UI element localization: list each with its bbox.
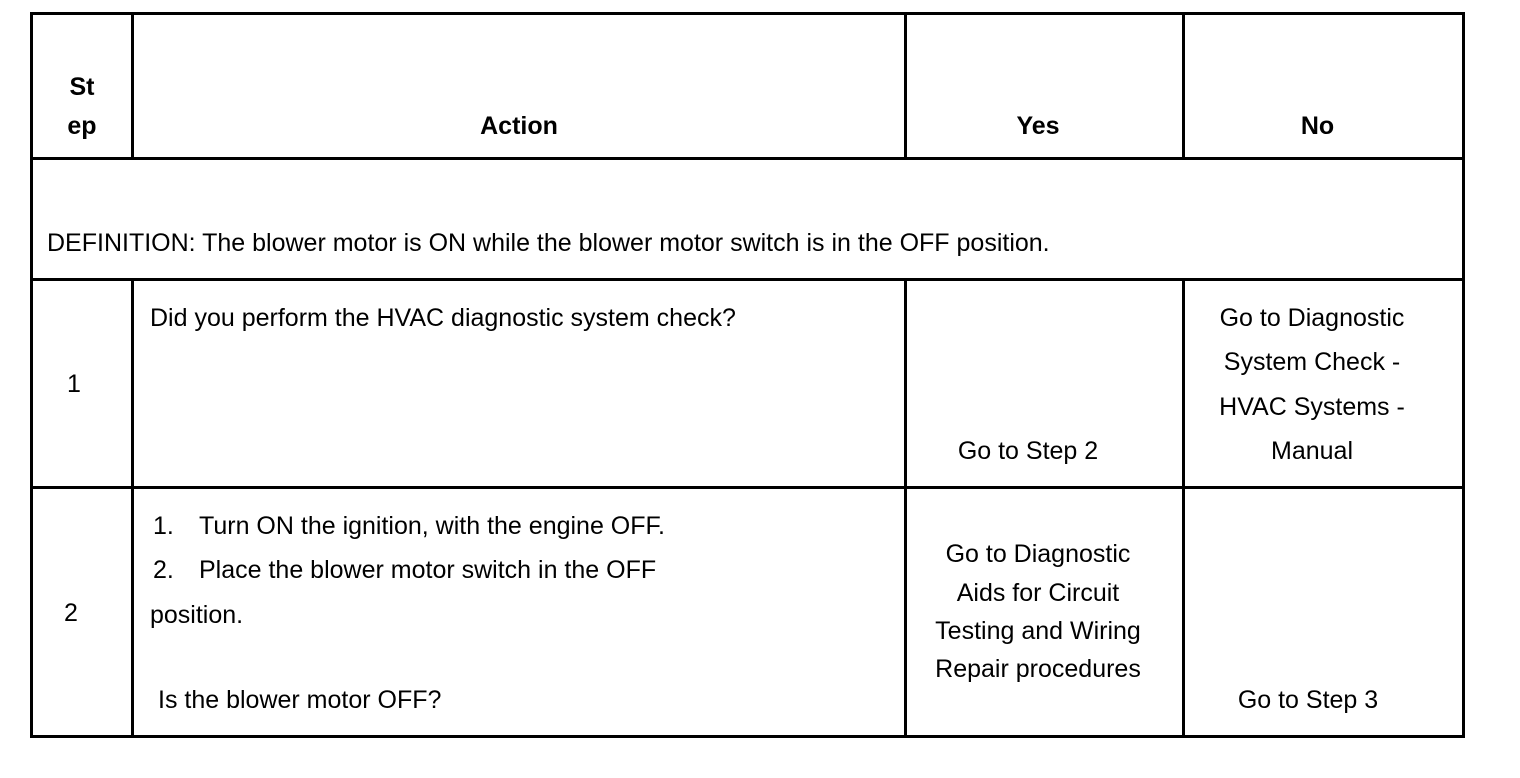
row1-no-line1: Go to Diagnostic [1219, 304, 1405, 332]
row1-no-line4: Manual [1271, 437, 1353, 465]
row2-no: Go to Step 3 [1237, 686, 1379, 714]
row1-yes: Go to Step 2 [957, 437, 1099, 465]
row2-step: 2 [64, 599, 78, 627]
row2-action-item1-text: Turn ON the ignition, with the engine OFF. [199, 512, 665, 540]
row1-action: Did you perform the HVAC diagnostic system check? [150, 304, 736, 332]
row2-action-item2-num: 2. [153, 556, 174, 584]
row2-question: Is the blower motor OFF? [158, 686, 442, 714]
definition-divider [30, 278, 1465, 281]
row1-divider [30, 486, 1465, 489]
header-divider [30, 157, 1465, 160]
row2-yes-line2: Aids for Circuit [956, 579, 1120, 607]
header-action: Action [480, 112, 558, 140]
header-no: No [1300, 112, 1335, 140]
row1-no-line3: HVAC Systems - [1219, 393, 1405, 421]
row2-yes-line4: Repair procedures [935, 655, 1141, 683]
row2-action-item2-text: Place the blower motor switch in the OFF [199, 556, 657, 584]
col-divider-yes [1182, 278, 1185, 738]
header-step-line1: St [69, 73, 95, 101]
header-yes: Yes [1016, 112, 1060, 140]
header-step-line2: ep [67, 112, 97, 140]
row2-yes-line3: Testing and Wiring [935, 617, 1141, 645]
row2-action-continuation: position. [150, 601, 244, 629]
row1-no-line2: System Check - [1223, 348, 1401, 376]
col-divider-step [131, 278, 134, 738]
row1-step: 1 [67, 370, 81, 398]
definition-text: DEFINITION: The blower motor is ON while the blower motor switch is in the OFF position. [47, 229, 1050, 257]
row2-action-item1-num: 1. [153, 512, 174, 540]
row2-yes-line1: Go to Diagnostic [945, 540, 1131, 568]
